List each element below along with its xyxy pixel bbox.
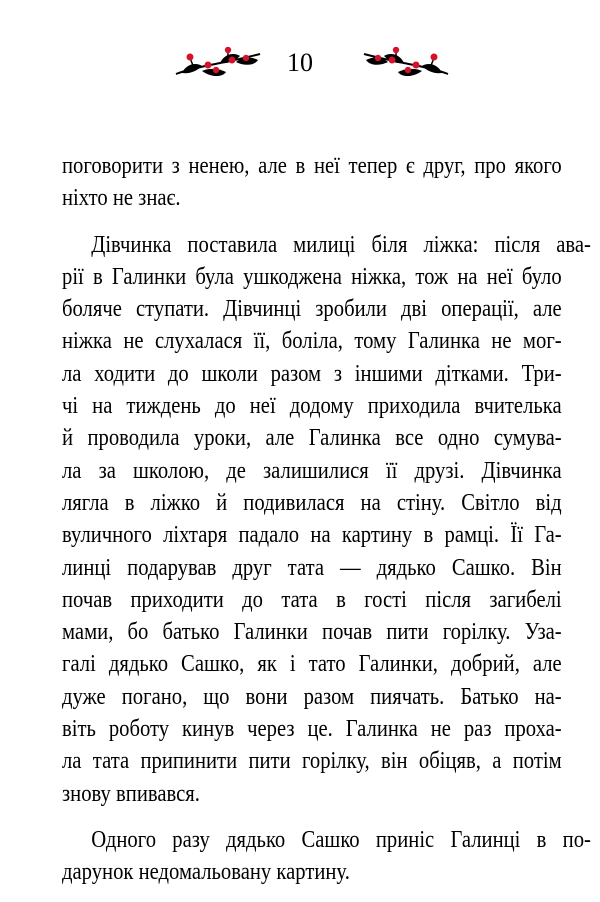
text-line: Дівчинка поставила милиці біля ліжка: після ава- (91, 231, 591, 258)
text-line: линці подарував друг тата — дядько Сашко. Він (62, 554, 562, 581)
text-line: й проводила уроки, але Галинка все одно сумува- (62, 425, 562, 452)
text-line: боляче ступати. Дівчинці зробили дві операції, але (62, 296, 562, 323)
text-line: лягла в ліжко й подивилася на стіну. Світло від (62, 489, 562, 516)
text-line: галі дядько Сашко, як і тато Галинки, добрий, але (62, 651, 562, 678)
page-header (0, 40, 600, 90)
text-line: поговорити з ненею, але в неї тепер є друг, про якого (62, 153, 562, 179)
body-text (62, 150, 591, 889)
page-number: 10 (287, 48, 313, 77)
text-line: мами, бо батько Галинки почав пити горілку. Уза- (62, 619, 562, 646)
berry-branch-right-icon (362, 44, 452, 84)
text-line: ніхто не знає. (62, 185, 181, 212)
text-line: ла за школою, де залишилися її друзі. Дівчинка (62, 457, 562, 484)
text-line: віть роботу кинув через це. Галинка не раз проха- (62, 716, 562, 743)
text-line: ла тата припинити пити горілку, він обіцяв, а потім (62, 748, 562, 775)
text-line: дарунок недомальовану картину. (62, 859, 350, 886)
text-line: вуличного ліхтаря падало на картину в рамці. Її Га- (62, 522, 562, 549)
text-line: Одного разу дядько Сашко приніс Галинці в по- (91, 826, 591, 853)
berry-branch-left-icon (172, 44, 262, 84)
text-line: дуже погано, що вони разом пиячать. Батько на- (62, 683, 562, 710)
text-line: чі на тиждень до неї додому приходила вчителька (62, 393, 562, 420)
text-line: ніжка не слухалася її, боліла, тому Галинка не мог- (62, 328, 562, 355)
text-line: почав приходити до тата в гості після загибелі (62, 586, 562, 613)
text-line: ла ходити до школи разом з іншими дітками. Три- (62, 360, 562, 387)
text-line: рії в Галинки була ушкоджена ніжка, тож на неї було (62, 263, 562, 290)
text-line: знову впивався. (62, 780, 200, 807)
